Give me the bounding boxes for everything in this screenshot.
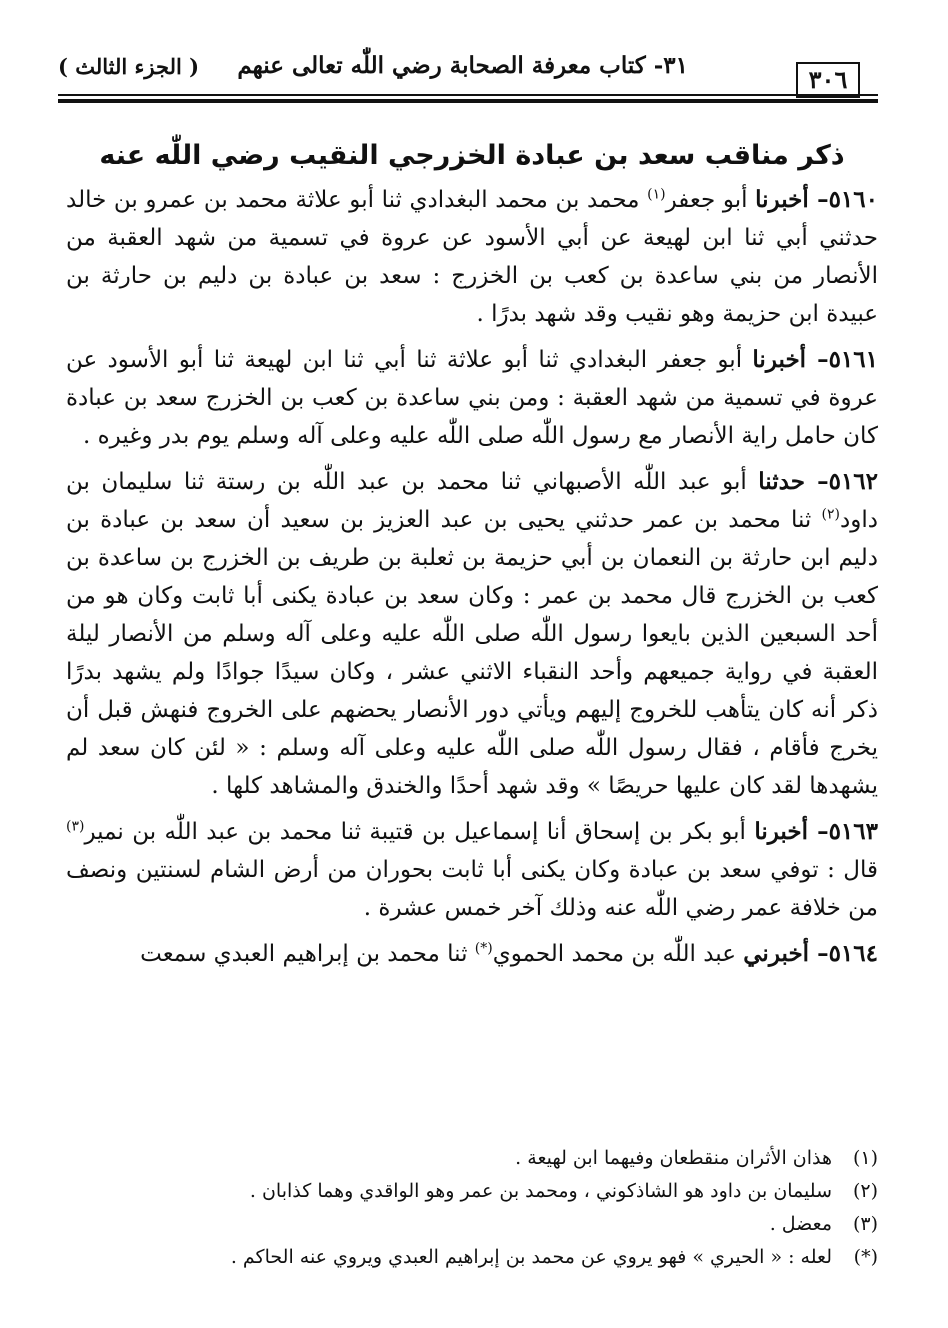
footnote-text: سليمان بن داود هو الشاذكوني ، ومحمد بن عمر وهو الواقدي وهما كذابان . — [249, 1180, 832, 1202]
footnote — [150, 1241, 878, 1274]
header-rule-thick — [58, 99, 878, 103]
header-rule-thin — [58, 94, 878, 96]
page-body — [66, 140, 878, 981]
hadith-text-lead: أبو جعفر — [665, 187, 748, 213]
section-title: ذكر مناقب سعد بن عبادة الخزرجي النقيب رضي اللّٰه عنه — [99, 140, 845, 171]
hadith-paragraph: ٥١٦٤– أخبرني عبد اللّٰه بن محمد الحموي(*) ثنا محمد بن إبراهيم العبدي سمعت — [140, 940, 878, 967]
footnote-mark: (٣) — [852, 1213, 878, 1235]
hadith-number: ٥١٦٢ — [828, 468, 879, 495]
hadith-text: ثنا محمد بن إبراهيم العبدي سمعت — [140, 941, 468, 967]
hadith-number: ٥١٦٠ — [828, 186, 878, 213]
volume-label: ( الجزء الثالث ) — [58, 54, 200, 79]
footnote-text: هذان الأثران منقطعان وفيهما ابن لهيعة . — [515, 1147, 832, 1169]
running-title: ٣١- كتاب معرفة الصحابة رضي اللّٰه تعالى عنهم — [237, 52, 688, 79]
footnote-ref: (٣) — [66, 818, 85, 835]
footnote-ref: (١) — [647, 186, 666, 203]
footnote — [150, 1208, 878, 1241]
hadith-text: محمد بن محمد البغدادي ثنا أبو علاثة محمد بن عمرو بن خالد حدثني أبي ثنا ابن لهيعة عن أبي الأسود عن عروة في تسمية من شهد العقبة من الأنصار من بني ساعدة بن كعب بن الخزرج : سعد بن عبادة بن دليم بن حارثة بن عبيدة ابن حزيمة وهو نقيب وقد شهد بدرًا . — [66, 187, 878, 327]
footnote — [150, 1142, 878, 1175]
hadith-text-lead: أبو عبد اللّٰه الأصبهاني ثنا محمد بن عبد اللّٰه بن رستة ثنا سليمان بن داود — [66, 469, 878, 533]
footnote-ref: (٢) — [821, 506, 841, 523]
hadith-text-lead: عبد اللّٰه بن محمد الحموي — [492, 941, 736, 967]
transmission-keyword: أخبرني — [743, 940, 810, 967]
transmission-keyword: أخبرنا — [755, 186, 809, 213]
footnote-ref: (*) — [474, 940, 493, 957]
footnote-text: لعله : « الحيري » فهو يروي عن محمد بن إبراهيم العبدي ويروي عنه الحاكم . — [230, 1246, 832, 1268]
transmission-keyword: أخبرنا — [754, 818, 808, 845]
hadith-paragraph: ٥١٦١– أخبرنا أبو جعفر البغدادي ثنا أبو علاثة ثنا أبي ثنا ابن لهيعة ثنا أبو الأسود عن عروة في تسمية من شهد العقبة : ومن بني ساعدة بن كعب بن الخزرج سعد بن عبادة كان حامل راية الأنصار مع رسول اللّٰه صلى اللّٰه عليه وعلى آله وسلم يوم بدر وغيره . — [66, 346, 878, 449]
footnote-mark: (٢) — [852, 1180, 878, 1202]
hadith-text: قال : توفي سعد بن عبادة وكان يكنى أبا ثابت بحوران من أرض الشام لسنتين ونصف من خلافة عمر رضي اللّٰه عنه وذلك آخر خمس عشرة . — [66, 857, 878, 921]
hadith-text: أبو جعفر البغدادي ثنا أبو علاثة ثنا أبي ثنا ابن لهيعة ثنا أبو الأسود عن عروة في تسمية من شهد العقبة : ومن بني ساعدة بن كعب بن الخزرج سعد بن عبادة كان حامل راية الأنصار مع رسول اللّٰه صلى اللّٰه عليه وعلى آله وسلم يوم بدر وغيره . — [66, 347, 878, 449]
hadith-paragraph: ٥١٦٠– أخبرنا أبو جعفر$^{(١)}$ محمد بن محمد البغدادي ثنا أبو علاثة محمد بن عمرو بن خالد حدثني أبي ثنا ابن لهيعة عن أبي الأسود عن عروة في تسمية من شهد العقبة من الأنصار من بني ساعدة بن كعب بن الخزرج : سعد بن عبادة بن دليم بن حارثة بن عبيدة ابن حزيمة وهو نقيب وقد شهد بدرًا . — [66, 186, 878, 327]
footnotes — [150, 1142, 878, 1274]
hadith-number: ٥١٦٤ — [828, 940, 878, 967]
page-header — [58, 48, 878, 98]
hadith-text: ثنا محمد بن عمر حدثني يحيى بن عبد العزيز بن سعيد أن سعد بن عبادة بن دليم ابن حارثة بن النعمان بن أبي حزيمة بن ثعلبة بن طريف بن الخزرج بن ساعدة بن كعب بن الخزرج قال محمد بن عمر : وكان سعد بن عبادة يكنى أبا ثابت وكان هو من أحد السبعين الذين بايعوا رسول اللّٰه صلى اللّٰه عليه وعلى آله وسلم من الأنصار ليلة العقبة في رواية جميعهم وأحد النقباء الاثني عشر ، وكان سيدًا جوادًا ولم يشهد بدرًا ذكر أنه كان يتأهب للخروج إليهم ويأتي دور الأنصار يحضهم على الخروج فنهش قبل أن يخرج فأقام ، فقال رسول اللّٰه صلى اللّٰه عليه وعلى آله وسلم : « لئن كان سعد لم يشهدها لقد كان عليها حريصًا » وقد شهد أحدًا والخندق والمشاهد كلها . — [66, 507, 878, 799]
hadith-number: ٥١٦٣ — [828, 818, 878, 845]
footnote-text: معضل . — [769, 1213, 832, 1235]
footnote — [150, 1175, 878, 1208]
page-number: ٣٠٦ — [796, 62, 860, 98]
footnote-mark: (١) — [852, 1147, 878, 1169]
hadith-text-lead: أبو بكر بن إسحاق أنا إسماعيل بن قتيبة ثنا محمد بن عبد اللّٰه بن نمير — [84, 819, 746, 845]
hadith-paragraph: ٥١٦٣– أخبرنا أبو بكر بن إسحاق أنا إسماعيل بن قتيبة ثنا محمد بن عبد اللّٰه بن نمير$^{(٣)}$ قال : توفي سعد بن عبادة وكان يكنى أبا ثابت بحوران من أرض الشام لسنتين ونصف من خلافة عمر رضي اللّٰه عنه وذلك آخر خمس عشرة . — [66, 818, 878, 921]
transmission-keyword: أخبرنا — [752, 346, 807, 373]
hadith-paragraph: ٥١٦٢– حدثنا أبو عبد اللّٰه الأصبهاني ثنا محمد بن عبد اللّٰه بن رستة ثنا سليمان بن داود$^{(٢)}$ ثنا محمد بن عمر حدثني يحيى بن عبد العزيز بن سعيد أن سعد بن عبادة بن دليم ابن حارثة بن النعمان بن أبي حزيمة بن ثعلبة بن طريف بن الخزرج بن ساعدة بن كعب بن الخزرج قال محمد بن عمر : وكان سعد بن عبادة يكنى أبا ثابت وكان هو من أحد السبعين الذين بايعوا رسول اللّٰه صلى اللّٰه عليه وعلى آله وسلم من الأنصار ليلة العقبة في رواية جميعهم وأحد النقباء الاثني عشر ، وكان سيدًا جوادًا ولم يشهد بدرًا ذكر أنه كان يتأهب للخروج إليهم ويأتي دور الأنصار يحضهم على الخروج فنهش قبل أن يخرج فأقام ، فقال رسول اللّٰه صلى اللّٰه عليه وعلى آله وسلم : « لئن كان سعد لم يشهدها لقد كان عليها حريصًا » وقد شهد أحدًا والخندق والمشاهد كلها . — [66, 468, 879, 799]
transmission-keyword: حدثنا — [758, 468, 805, 495]
footnote-mark: (*) — [853, 1246, 878, 1268]
hadith-number: ٥١٦١ — [828, 346, 878, 373]
